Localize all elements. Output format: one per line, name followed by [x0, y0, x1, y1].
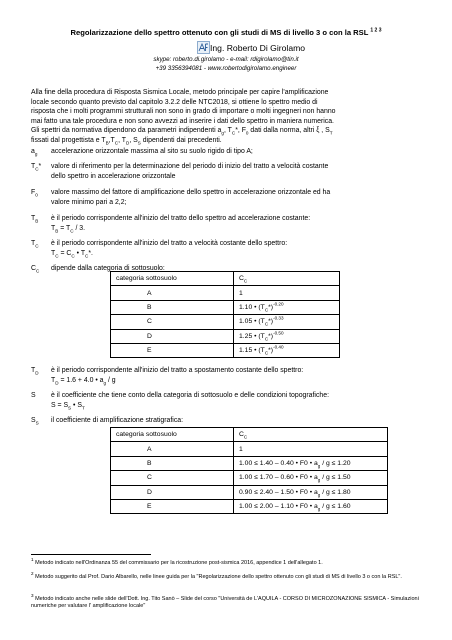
- table-row: [111, 456, 388, 470]
- cc-table: [110, 271, 340, 358]
- definition-text: valore massimo del fattore di amplificazione dello spettro in accelerazione orizzontale ed ha valore minimo pari a 2,2;: [51, 189, 331, 206]
- ss-table: [110, 427, 388, 514]
- table-cell-category: B: [111, 456, 234, 470]
- table-row: [111, 286, 340, 300]
- table-cell-category: C: [111, 315, 234, 329]
- table-cell-category: D: [111, 329, 234, 343]
- table-cell-value: 1.05 • $(T_C*)^{-0.33}$: [234, 315, 340, 329]
- definition-text: è il periodo corrispondente all'inizio del tratto a spostamento costante dello spettro: $T_D = 1.6 + 4.0$ • $a_g$ / g: [51, 367, 304, 385]
- table-cell-category: E: [111, 499, 234, 513]
- table-cell-category: B: [111, 300, 234, 314]
- intro-line: risposta che i molti programmi strutturali non sono in grado di importare o molti ingegneri non hanno: [31, 108, 336, 116]
- table-cell-value: 1.10 • $(T_C*)^{-0.20}$: [234, 300, 340, 314]
- table-row: [111, 343, 340, 357]
- table-row: [111, 315, 340, 329]
- footnote-1: [31, 557, 423, 567]
- definition-text: dipende dalla categoria di sottosuolo:: [51, 265, 165, 272]
- definition-text: è il coefficiente che tiene conto della categoria di sottosuolo e delle condizioni topografiche: $S = S_S$ • $S_T$: [51, 392, 329, 410]
- table-cell-value: 0.90 ≤ 2.40 – 1.50 • F0 • $a_g / g \le 1.80$: [234, 485, 388, 499]
- footnote-number: 1: [31, 557, 34, 563]
- definition-symbol: S: [31, 392, 36, 399]
- author-name: Ing. Roberto Di Girolamo: [210, 43, 306, 53]
- definition-symbol: $T_D$: [31, 367, 39, 376]
- table-cell-category: D: [111, 485, 234, 499]
- table-cell-value: 1.25 • $(T_C*)^{-0.50}$: [234, 329, 340, 343]
- table-row: [111, 499, 388, 513]
- definition-symbol: $a_g$: [31, 148, 38, 157]
- definition-symbol: $F_0$: [31, 189, 38, 198]
- intro-line: mai fatto una tale procedura e non sono avvezzi ad inserire i dati dello spettro in maniera numerica.: [31, 117, 334, 125]
- table-cell-value: 1.15 • $(T_C*)^{-0.40}$: [234, 343, 340, 357]
- footnote-text: Metodo indicato anche nelle slide dell'Dott. Ing. Tito Sanò – Slide del corso "Università de L'AQUILA - CORSO DI MICROZONAZIONE SISMICA - Simulazioni numeriche per valutare l' amplificazione locale": [31, 596, 419, 610]
- intro-line: Alla fine della procedura di Risposta Sismica Locale, metodo principale per capire l'amplificazione: [31, 89, 329, 96]
- footnote-text: Metodo indicato nell'Ordinanza 55 del commissario per la ricostruzione post-sismica 2016, appendice 1 dell'allegato 1.: [35, 560, 323, 566]
- table-row: [111, 485, 388, 499]
- definition-symbol: $S_S$: [31, 417, 39, 426]
- document-title: [0, 28, 452, 37]
- contact-skype-email: skype: roberto.di.girolamo - e-mail: rdigirolamo@tin.it: [153, 56, 299, 63]
- footnote-2: [31, 571, 423, 581]
- table-cell-category: A: [111, 442, 234, 456]
- definition-text: è il periodo corrispondente all'inizio del tratto dello spettro ad accelerazione costante: $T_B = T_C / 3$.: [51, 215, 311, 233]
- table-cell-value: 1.00 ≤ 1.40 – 0.40 • F0 • $a_g / g \le 1.20$: [234, 456, 388, 470]
- footnote-separator: [31, 554, 151, 555]
- definition-symbol: $T_B$: [31, 215, 39, 224]
- table-header-cell: categoria sottosuolo: [111, 428, 234, 442]
- intro-line: Gli spettri da normativa dipendono da parametri indipendenti $a_g$, $T_C*$, $F_0$ dati dalla norma, altri ξ , $S_T$: [31, 127, 333, 136]
- footnote-text: Metodo suggerito dal Prof. Dario Albarello, nelle linee guida per la "Regolarizzazione dello spettro ottenuto con gli studi di MS di livello 3 o con la RSL".: [35, 574, 402, 580]
- table-header-cell: categoria sottosuolo: [111, 272, 234, 286]
- definition-text: valore di riferimento per la determinazione del periodo di inizio del tratto a velocità costante dello spettro in accelerazione orizzontale: [51, 163, 329, 180]
- table-row: [111, 471, 388, 485]
- table-header-row: [111, 428, 388, 442]
- table-cell-value: 1.00 ≤ 1.70 – 0.60 • F0 • $a_g / g \le 1.50$: [234, 471, 388, 485]
- table-cell-value: 1: [234, 442, 388, 456]
- engineer-logo-icon: [197, 41, 210, 54]
- footnote-number: 3: [31, 593, 34, 599]
- intro-paragraph: [31, 88, 423, 146]
- title-footnote-refs: 1 2 3: [370, 27, 382, 34]
- definition-text: accelerazione orizzontale massima al sito su suolo rigido di tipo A;: [51, 148, 253, 155]
- footnote-3: [31, 593, 423, 611]
- definition-symbol: $C_C$: [31, 265, 40, 274]
- contact-phone-web: +39 3356394081 - www.robertodigirolamo.engineer: [155, 64, 297, 72]
- footnote-number: 2: [31, 571, 34, 577]
- definition-text: è il periodo corrispondente all'inizio del tratto a velocità costante dello spettro: $T_C = C_C$ • $T_C*$.: [51, 240, 288, 258]
- table-row: [111, 442, 388, 456]
- table-cell-category: A: [111, 286, 234, 300]
- intro-line: locale secondo quanto previsto dal capitolo 3.2.2 delle NTC2018, si ottiene lo spettro medio di: [31, 98, 318, 106]
- table-cell-value: 1: [234, 286, 340, 300]
- table-cell-category: C: [111, 471, 234, 485]
- table-header-row: [111, 272, 340, 286]
- definition-symbol: $T_C*$: [31, 163, 42, 172]
- table-header-cell: $C_C$: [234, 272, 340, 286]
- contact-info: [0, 56, 452, 73]
- definition-symbol: $T_C$: [31, 240, 39, 249]
- table-cell-category: E: [111, 343, 234, 357]
- definition-text: il coefficiente di amplificazione stratigrafica:: [51, 417, 184, 424]
- table-header-cell: $C_C$: [234, 428, 388, 442]
- intro-line: fissati dal progettista e $T_B,T_C$, $T_D$, $S_S$ dipendenti dai precedenti.: [31, 136, 222, 146]
- table-row: [111, 329, 340, 343]
- title-text: Regolarizzazione dello spettro ottenuto con gli studi di MS di livello 3 o con la RSL: [70, 28, 369, 37]
- table-cell-value: 1.00 ≤ 2.00 – 1.10 • F0 • $a_g / g \le 1.60$: [234, 499, 388, 513]
- table-row: [111, 300, 340, 314]
